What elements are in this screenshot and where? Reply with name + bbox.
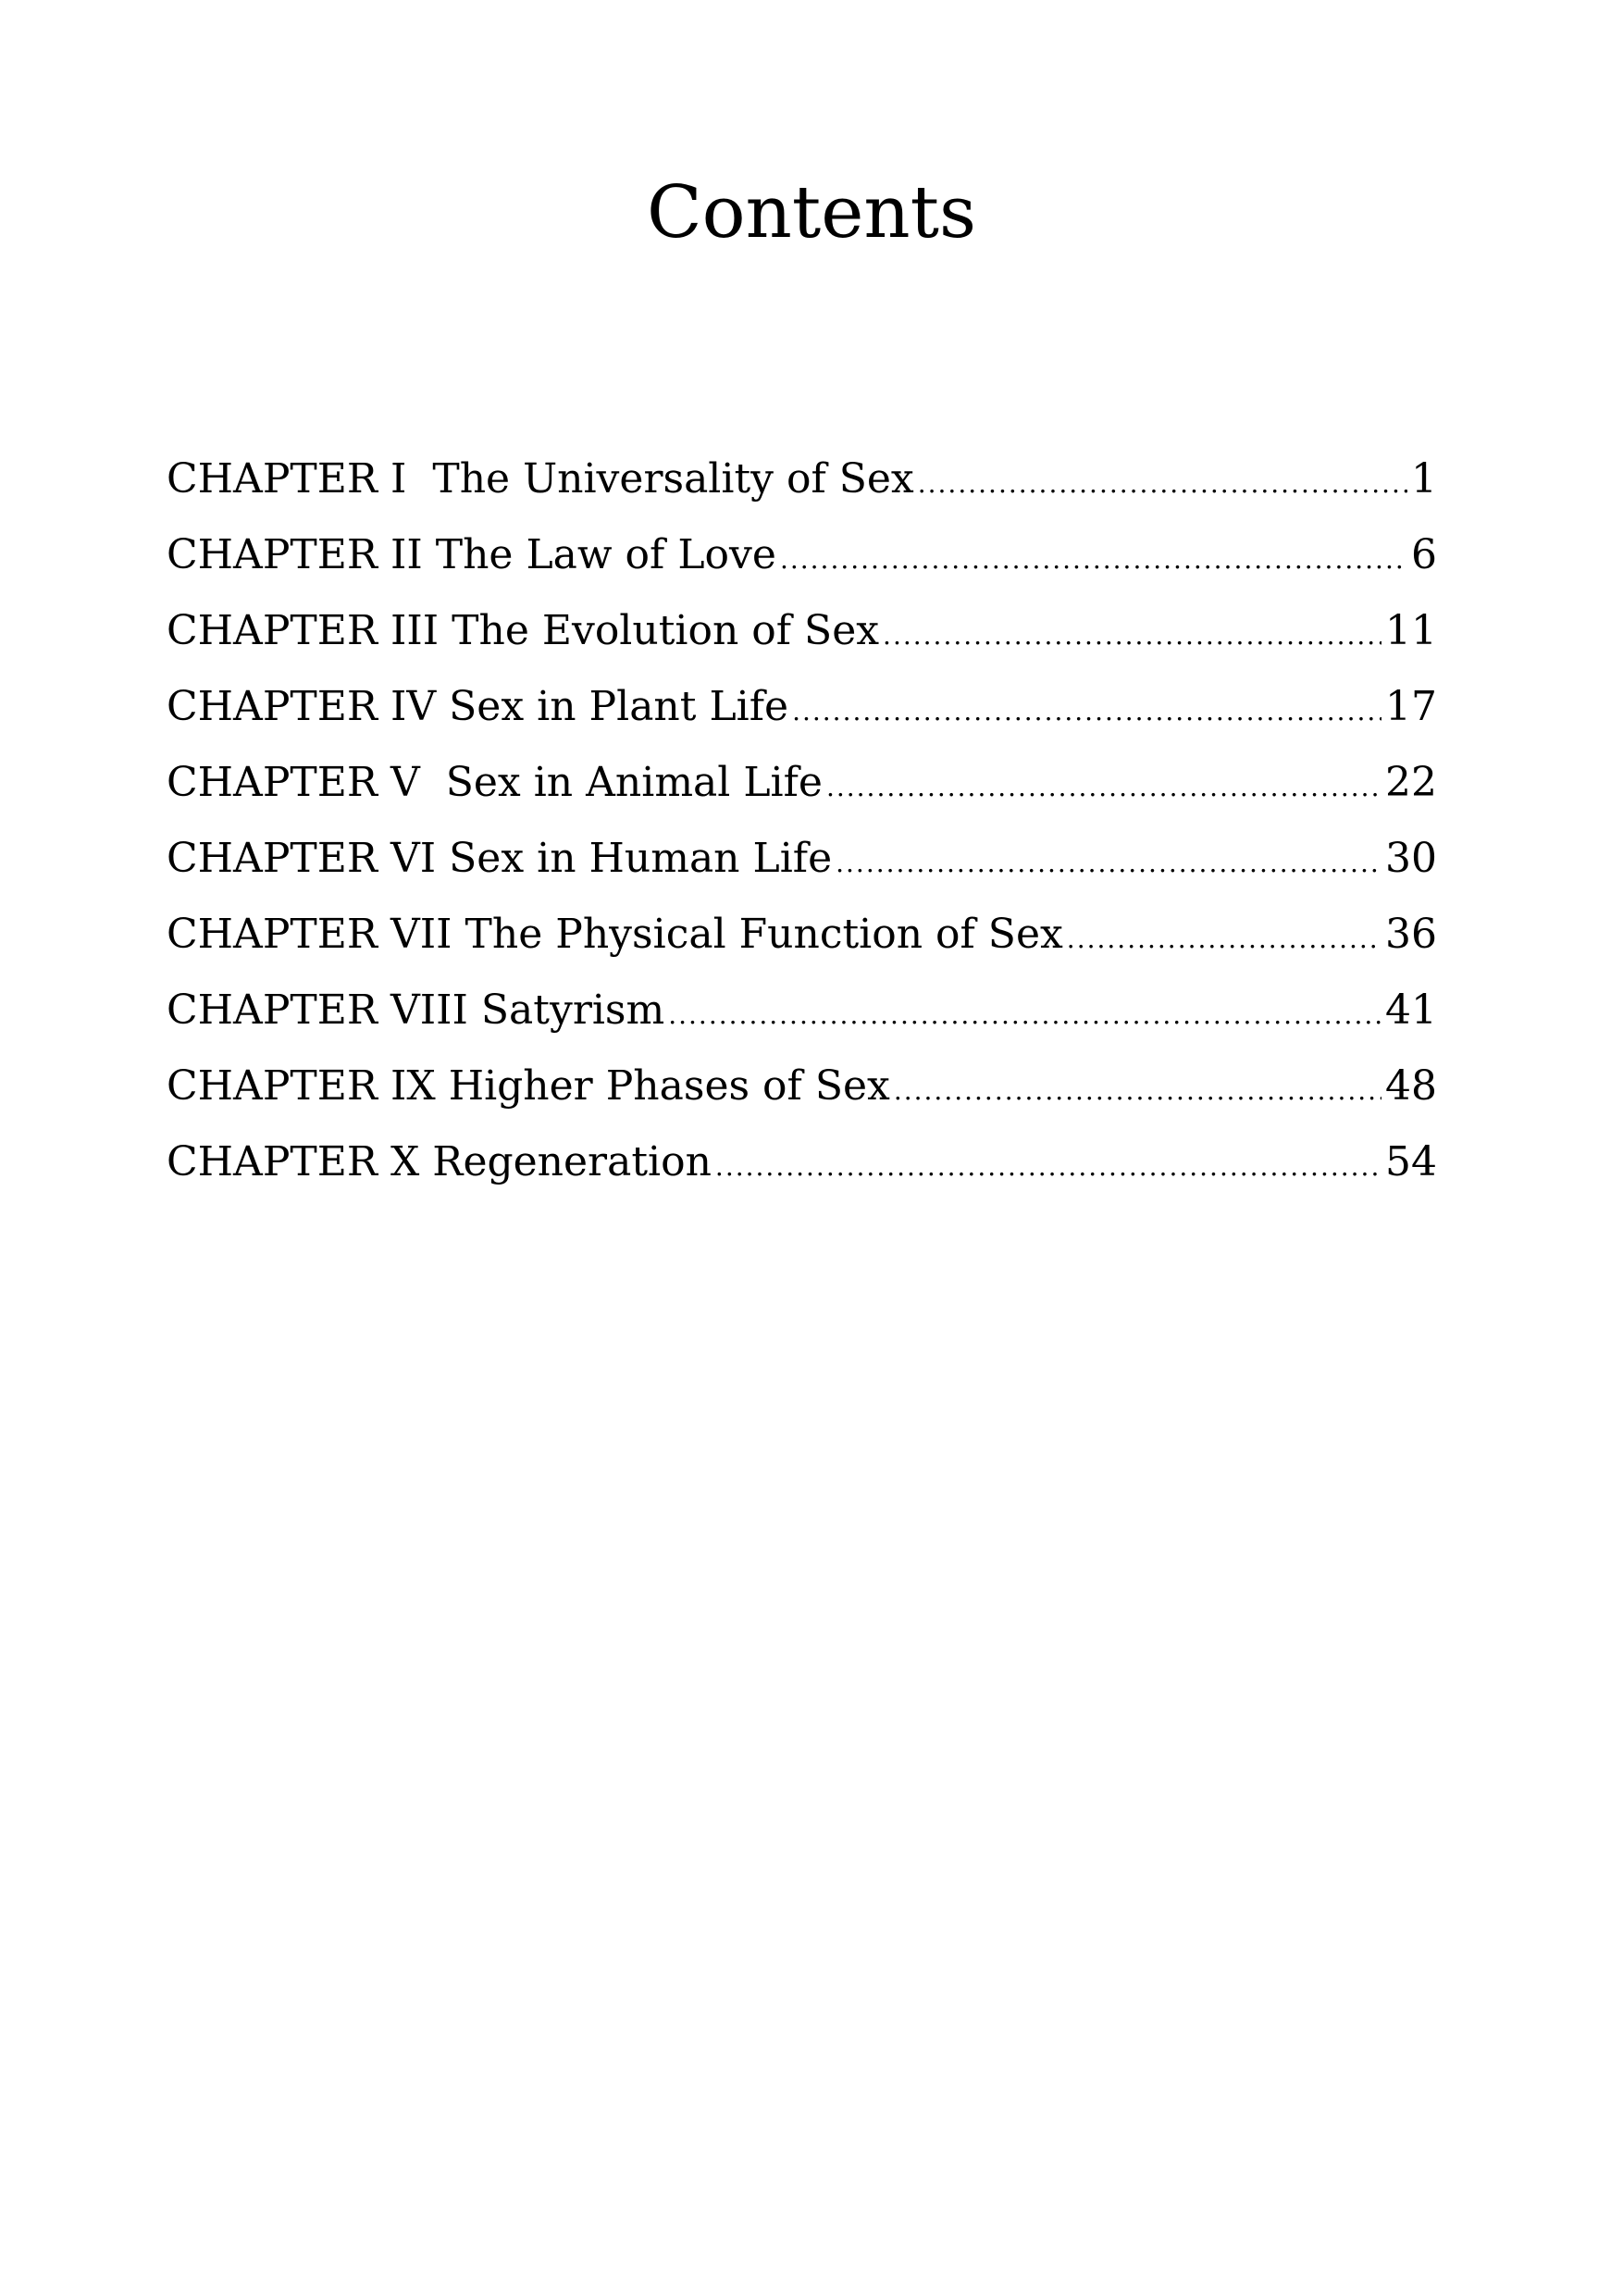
toc-entry-chapter-6[interactable] <box>167 831 1437 907</box>
toc-entry-label: CHAPTER IV Sex in Plant Life <box>167 683 789 730</box>
table-of-contents <box>167 452 1437 1210</box>
toc-entry-chapter-7[interactable] <box>167 907 1437 983</box>
dot-leader <box>715 1139 1381 1195</box>
toc-entry-page-number: 1 <box>1411 455 1437 503</box>
toc-entry-page-number: 11 <box>1385 607 1437 654</box>
toc-entry-page-number: 30 <box>1385 835 1437 882</box>
toc-entry-chapter-10[interactable] <box>167 1135 1437 1210</box>
toc-entry-chapter-8[interactable] <box>167 983 1437 1059</box>
toc-entry-label: CHAPTER X Regeneration <box>167 1138 712 1185</box>
dot-leader <box>1067 912 1381 967</box>
toc-entry-page-number: 17 <box>1385 683 1437 730</box>
toc-entry-page-number: 41 <box>1385 987 1437 1034</box>
toc-entry-page-number: 22 <box>1385 759 1437 806</box>
toc-entry-page-number: 6 <box>1411 531 1437 578</box>
toc-entry-label: CHAPTER VII The Physical Function of Sex <box>167 911 1063 958</box>
toc-entry-label: CHAPTER V Sex in Animal Life <box>167 759 823 806</box>
toc-entry-label: CHAPTER IX Higher Phases of Sex <box>167 1062 890 1110</box>
dot-leader <box>883 608 1381 664</box>
toc-entry-label: CHAPTER I The Universality of Sex <box>167 455 914 503</box>
toc-entry-chapter-4[interactable] <box>167 679 1437 755</box>
toc-entry-chapter-5[interactable] <box>167 755 1437 831</box>
toc-entry-label: CHAPTER VI Sex in Human Life <box>167 835 833 882</box>
dot-leader <box>918 456 1407 512</box>
toc-entry-chapter-2[interactable] <box>167 527 1437 603</box>
dot-leader <box>668 987 1381 1043</box>
toc-entry-label: CHAPTER VIII Satyrism <box>167 987 665 1034</box>
dot-leader <box>780 532 1407 588</box>
toc-entry-chapter-3[interactable] <box>167 603 1437 679</box>
toc-entry-page-number: 36 <box>1385 911 1437 958</box>
page-title: Contents <box>647 171 976 254</box>
toc-entry-label: CHAPTER II The Law of Love <box>167 531 776 578</box>
dot-leader <box>894 1063 1381 1119</box>
toc-entry-label: CHAPTER III The Evolution of Sex <box>167 607 880 654</box>
toc-entry-page-number: 54 <box>1385 1138 1437 1185</box>
dot-leader <box>792 684 1381 739</box>
toc-entry-chapter-9[interactable] <box>167 1059 1437 1135</box>
toc-entry-chapter-1[interactable] <box>167 452 1437 527</box>
toc-entry-page-number: 48 <box>1385 1062 1437 1110</box>
dot-leader <box>836 836 1381 891</box>
dot-leader <box>826 760 1381 815</box>
